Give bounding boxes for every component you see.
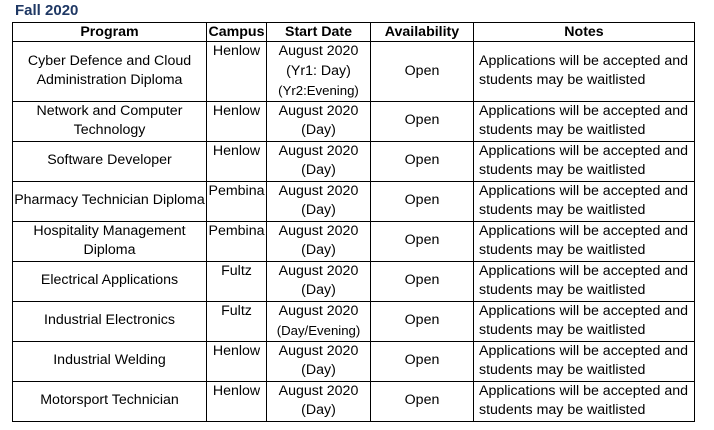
start-date-cell: [267, 301, 371, 341]
notes-cell: Applications will be accepted and students may be waitlisted: [474, 101, 695, 141]
start-date-month: August 2020: [278, 262, 359, 279]
table-row: [13, 341, 695, 381]
start-date-cell: [267, 341, 371, 381]
availability-cell: Open: [371, 301, 474, 341]
header-program: Program: [13, 23, 207, 42]
start-date-cell: [267, 101, 371, 141]
notes-cell: Applications will be accepted and students may be waitlisted: [474, 261, 695, 301]
start-date-cell: [267, 221, 371, 261]
availability-cell: Open: [371, 42, 474, 102]
header-campus: Campus: [207, 23, 267, 42]
notes-cell: Applications will be accepted and students may be waitlisted: [474, 141, 695, 181]
availability-cell: Open: [371, 221, 474, 261]
notes-cell: Applications will be accepted and students may be waitlisted: [474, 42, 695, 102]
program-table: [12, 22, 695, 422]
program-cell: Pharmacy Technician Diploma: [13, 181, 207, 221]
program-cell: Hospitality Management Diploma: [13, 221, 207, 261]
program-cell: Cyber Defence and Cloud Administration Diploma: [13, 42, 207, 102]
program-cell: Industrial Welding: [13, 341, 207, 381]
availability-cell: Open: [371, 341, 474, 381]
start-date-schedule-2: (Yr2:Evening): [278, 83, 359, 98]
start-date-month: August 2020: [278, 222, 359, 239]
program-cell: Motorsport Technician: [13, 381, 207, 421]
campus-cell: Fultz: [207, 261, 267, 301]
start-date-schedule: (Day): [301, 162, 336, 178]
notes-cell: Applications will be accepted and students may be waitlisted: [474, 341, 695, 381]
start-date-cell: [267, 42, 371, 102]
availability-cell: Open: [371, 181, 474, 221]
start-date-schedule: (Yr1: Day): [286, 62, 351, 79]
start-date-cell: [267, 261, 371, 301]
table-row: [13, 261, 695, 301]
term-title: Fall 2020: [15, 2, 79, 19]
start-date-schedule: (Day): [301, 122, 336, 138]
start-date-month: August 2020: [278, 142, 359, 159]
header-notes: Notes: [474, 23, 695, 42]
campus-cell: Henlow: [207, 141, 267, 181]
notes-cell: Applications will be accepted and students may be waitlisted: [474, 181, 695, 221]
notes-cell: Applications will be accepted and students may be waitlisted: [474, 221, 695, 261]
start-date-month: August 2020: [278, 302, 359, 319]
campus-cell: Fultz: [207, 301, 267, 341]
start-date-cell: [267, 181, 371, 221]
availability-cell: Open: [371, 381, 474, 421]
start-date-month: August 2020: [278, 382, 359, 399]
start-date-month: August 2020: [278, 102, 359, 119]
availability-cell: Open: [371, 141, 474, 181]
table-row: [13, 101, 695, 141]
table-row: [13, 381, 695, 421]
campus-cell: Pembina: [207, 181, 267, 221]
program-cell: Software Developer: [13, 141, 207, 181]
notes-cell: Applications will be accepted and students may be waitlisted: [474, 301, 695, 341]
start-date-schedule: (Day): [301, 362, 336, 378]
start-date-schedule: (Day): [301, 242, 336, 258]
start-date-schedule: (Day): [301, 202, 336, 218]
table-row: [13, 42, 695, 102]
header-row: [13, 23, 695, 42]
start-date-cell: [267, 381, 371, 421]
start-date-cell: [267, 141, 371, 181]
header-start-date: Start Date: [267, 23, 371, 42]
table-row: [13, 181, 695, 221]
start-date-month: August 2020: [278, 43, 359, 59]
campus-cell: Henlow: [207, 42, 267, 102]
table-row: [13, 221, 695, 261]
program-cell: Industrial Electronics: [13, 301, 207, 341]
start-date-schedule: (Day/Evening): [276, 323, 361, 338]
table-row: [13, 141, 695, 181]
campus-cell: Henlow: [207, 381, 267, 421]
campus-cell: Pembina: [207, 221, 267, 261]
campus-cell: Henlow: [207, 101, 267, 141]
campus-cell: Henlow: [207, 341, 267, 381]
notes-cell: Applications will be accepted and students may be waitlisted: [474, 381, 695, 421]
table-row: [13, 301, 695, 341]
program-cell: Electrical Applications: [13, 261, 207, 301]
start-date-schedule: (Day): [301, 402, 336, 418]
availability-cell: Open: [371, 261, 474, 301]
availability-cell: Open: [371, 101, 474, 141]
start-date-month: August 2020: [278, 182, 359, 199]
start-date-month: August 2020: [278, 342, 359, 359]
start-date-schedule: (Day): [301, 282, 336, 298]
program-cell: Network and Computer Technology: [13, 101, 207, 141]
header-availability: Availability: [371, 23, 474, 42]
